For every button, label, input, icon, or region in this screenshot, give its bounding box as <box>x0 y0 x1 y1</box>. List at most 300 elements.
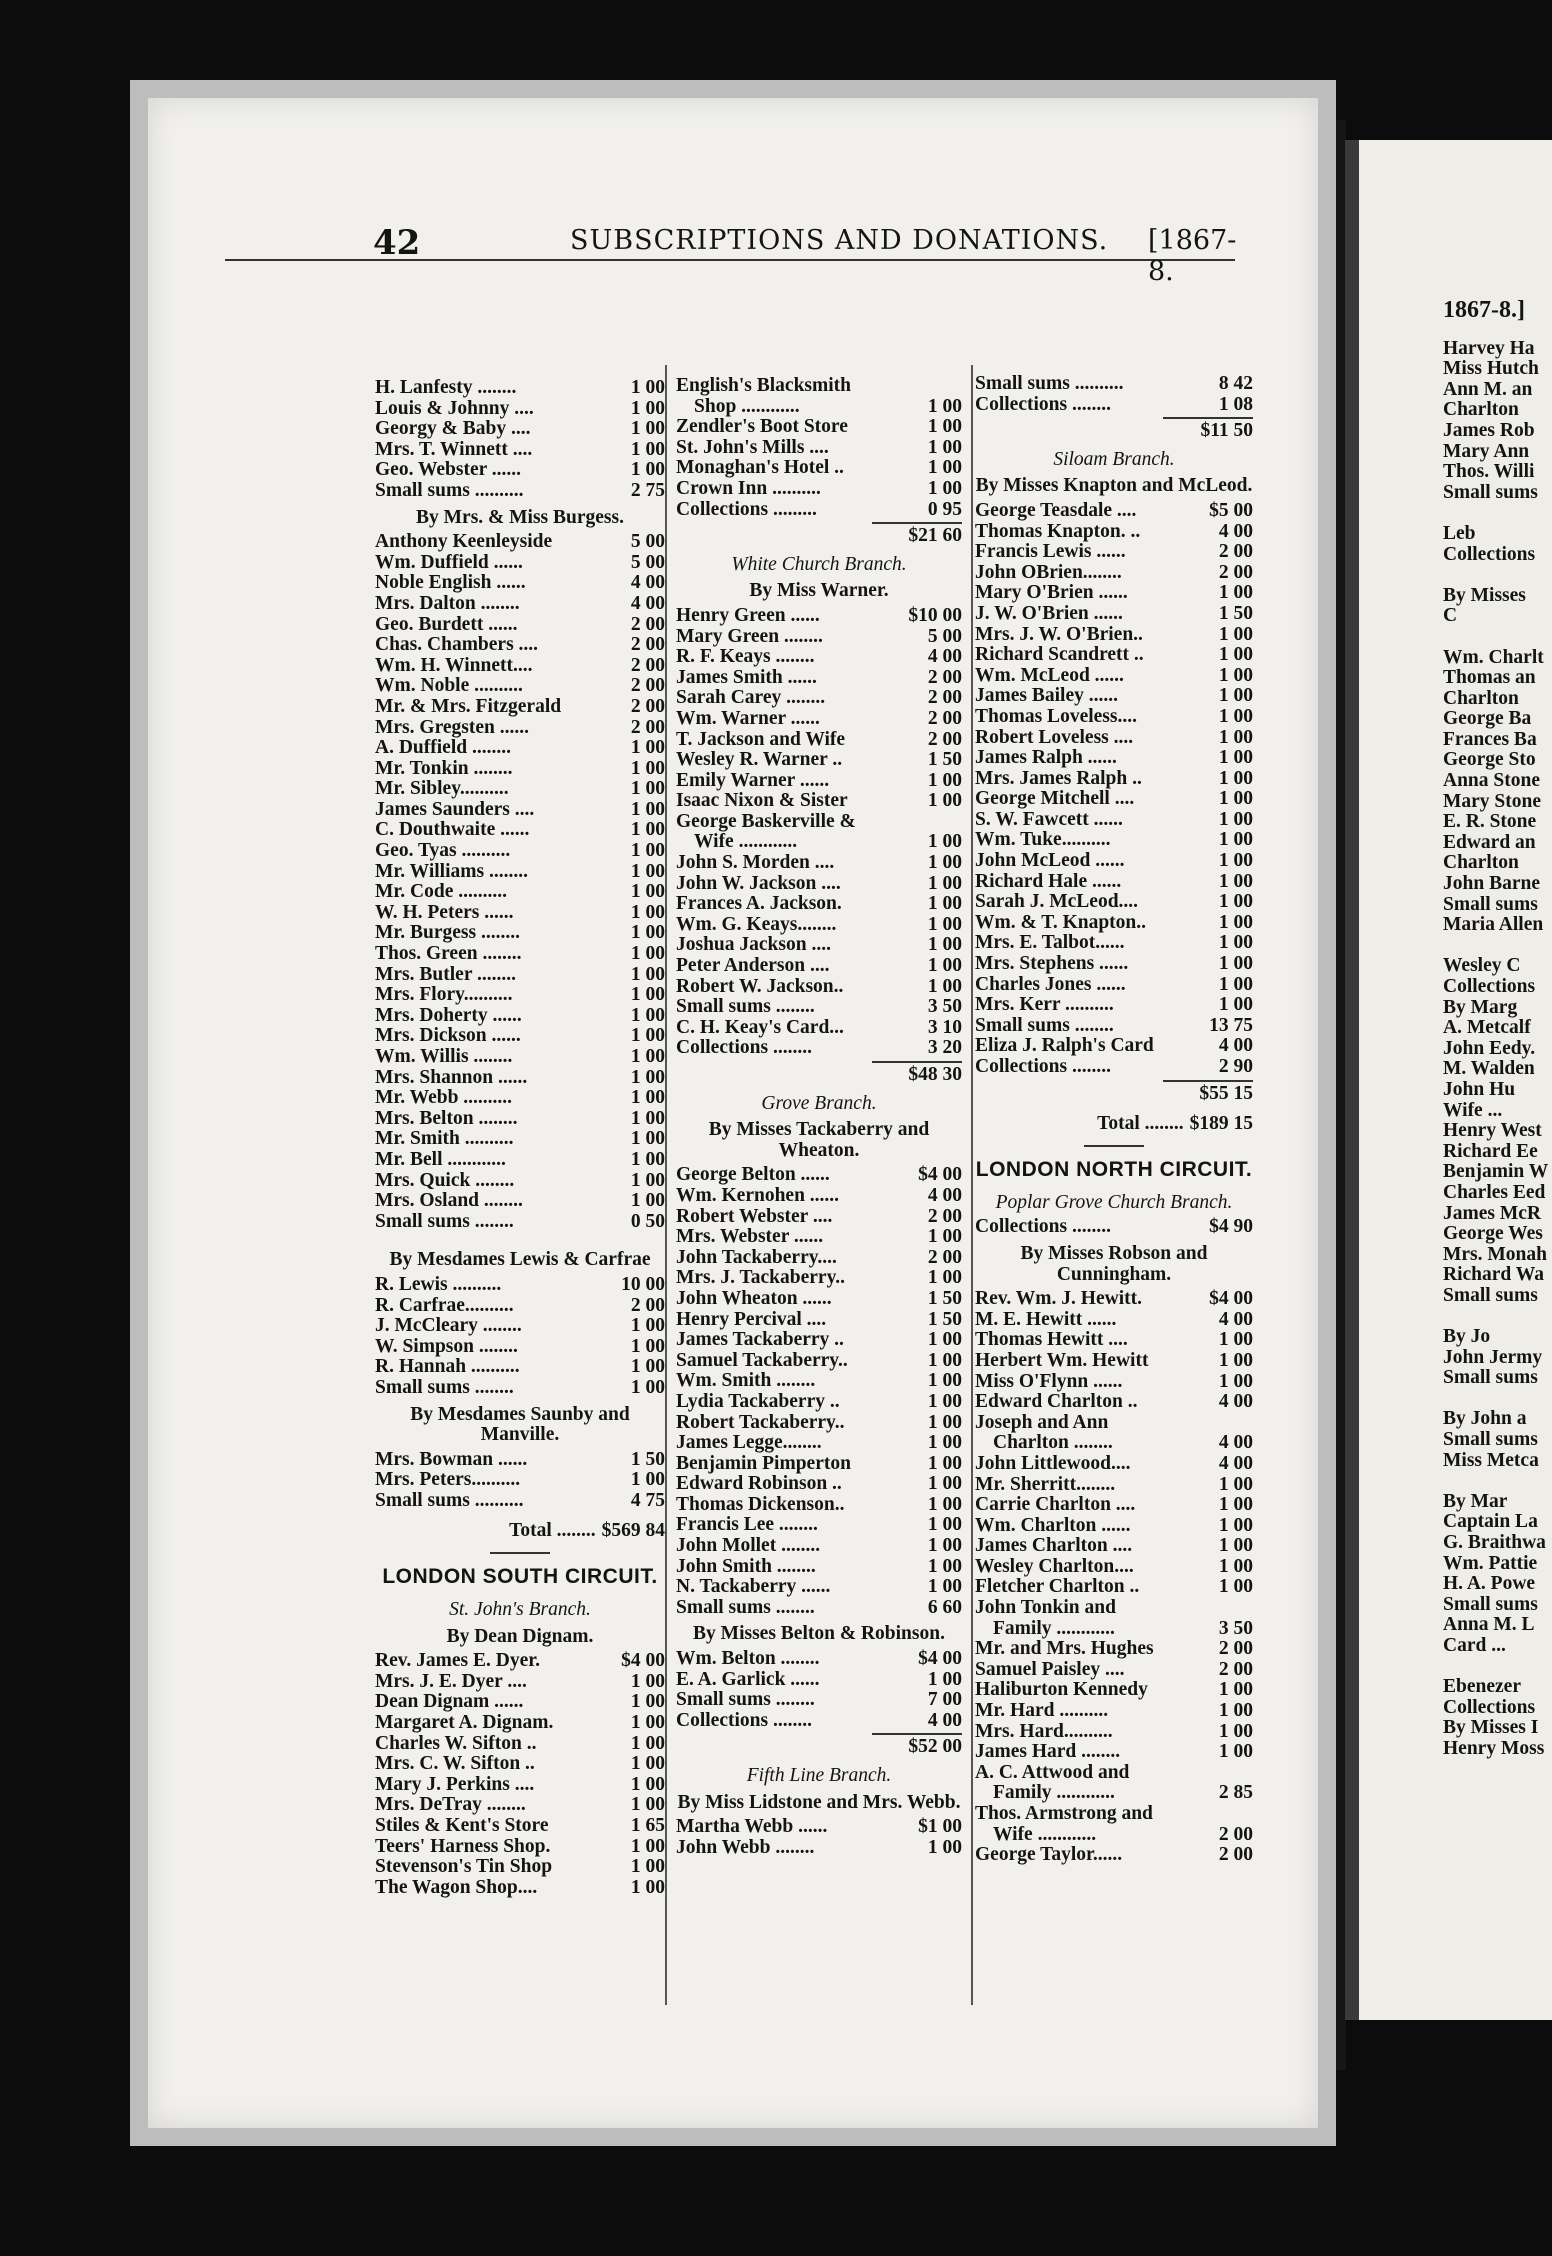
column-2 <box>676 376 962 1858</box>
entry-name: Dean Dignam ...... <box>375 1692 524 1713</box>
entry-name: George Taylor...... <box>975 1845 1123 1866</box>
entry-row <box>676 1165 962 1186</box>
entry-row <box>676 853 962 874</box>
entry-row <box>975 501 1253 522</box>
entry-amount: 1 00 <box>1218 1555 1253 1577</box>
entry-row <box>375 481 665 502</box>
entry-row <box>975 1289 1253 1310</box>
entry-name: Charles Jones ...... <box>975 974 1126 995</box>
entry-name: Wm. McLeod ...... <box>975 665 1124 686</box>
entry-amount: 10 00 <box>621 1273 665 1295</box>
entry-name: A. Duffield ........ <box>375 738 511 759</box>
entry-name: Wm. Charlton ...... <box>975 1515 1131 1536</box>
entry-name: Collections ........ <box>676 1710 812 1731</box>
entry-amount: 1 00 <box>1218 1700 1253 1722</box>
entry-amount: 1 00 <box>630 1469 665 1491</box>
entry-name: Margaret A. Dignam. <box>375 1713 554 1734</box>
entry-name: Small sums ........ <box>375 1377 514 1398</box>
entry-amount: 1 00 <box>1218 1741 1253 1763</box>
entry-row <box>375 1316 665 1337</box>
entry-row <box>375 378 665 399</box>
entry-row <box>676 791 962 812</box>
entry-row <box>676 1038 962 1059</box>
entry-name: Geo. Webster ...... <box>375 460 522 481</box>
entry-amount: 2 00 <box>630 634 665 656</box>
entry-row <box>975 810 1253 831</box>
entry-amount: 1 00 <box>927 1493 962 1515</box>
entry-name: Thomas Knapton. .. <box>975 521 1141 542</box>
entry-row <box>676 1392 962 1413</box>
entry-row <box>676 1711 962 1732</box>
adjacent-line: E. R. Stone <box>1443 811 1537 833</box>
entry-name: Mr. & Mrs. Fitzgerald <box>375 696 562 717</box>
subtotal: $48 30 <box>872 1061 962 1086</box>
entry-row <box>676 1310 962 1331</box>
entry-amount: 4 00 <box>927 1184 962 1206</box>
adjacent-line: Benjamin W <box>1443 1161 1549 1183</box>
section-heading: By Misses Robson and Cunningham. <box>1020 1242 1208 1285</box>
adjacent-page-year: 1867-8.] <box>1443 297 1525 323</box>
adjacent-line: Ann M. an <box>1443 378 1533 400</box>
entry-name: Mr. Webb .......... <box>375 1088 513 1109</box>
entry-name: Sarah J. McLeod.... <box>975 892 1139 913</box>
entry-row <box>375 676 665 697</box>
entry-name: Mary Green ........ <box>676 626 823 647</box>
entry-name: H. Lanfesty ........ <box>375 378 517 398</box>
entry-amount: 2 00 <box>630 654 665 676</box>
adjacent-line <box>1443 1657 1552 1678</box>
entry-row <box>975 872 1253 893</box>
adjacent-line: Ebenezer <box>1443 1676 1521 1698</box>
entry-amount: 1 00 <box>630 901 665 923</box>
entry-amount: 1 00 <box>630 737 665 759</box>
entry-amount: 2 00 <box>1218 1823 1253 1845</box>
entry-name: Wm. Kernohen ...... <box>676 1185 840 1206</box>
adjacent-line: Harvey Ha <box>1443 337 1535 359</box>
entry-amount: $4 00 <box>918 1164 962 1186</box>
entry-row <box>375 1672 665 1693</box>
entry-name: Family ............ <box>993 1618 1115 1639</box>
entry-row <box>375 1337 665 1358</box>
entry-amount <box>1177 1804 1253 1825</box>
entry-row <box>676 1557 962 1578</box>
entry-row <box>375 965 665 986</box>
adjacent-line: M. Walden <box>1443 1058 1535 1080</box>
entry-amount: 1 00 <box>927 852 962 874</box>
entry-amount: 4 00 <box>630 592 665 614</box>
entry-name: Joseph and Ann <box>975 1412 1109 1433</box>
column-divider <box>971 365 973 2005</box>
entry-name: Collections ........ <box>975 1057 1111 1077</box>
entry-row <box>375 1191 665 1212</box>
entry-name: James Hard ........ <box>975 1742 1121 1763</box>
adjacent-line: C <box>1443 605 1458 627</box>
entry-amount: 1 00 <box>1218 767 1253 789</box>
entry-amount: 1 00 <box>927 955 962 977</box>
entry-amount: 1 00 <box>630 1148 665 1170</box>
entry-name: John Tonkin and <box>975 1598 1116 1619</box>
entry-amount: 1 00 <box>630 1169 665 1191</box>
entry-row <box>975 975 1253 996</box>
entry-amount: 1 00 <box>1218 705 1253 727</box>
entry-amount: 1 00 <box>630 1835 665 1857</box>
entry-amount: 1 50 <box>927 1308 962 1330</box>
entry-name: C. H. Keay's Card... <box>676 1017 844 1038</box>
entry-amount: $4 00 <box>1209 1288 1253 1310</box>
entry-name: Monaghan's Hotel .. <box>676 458 844 479</box>
entry-amount: 1 00 <box>1218 664 1253 686</box>
entry-row <box>676 1248 962 1269</box>
entry-name: Charlton ........ <box>993 1433 1113 1454</box>
entry-row <box>676 1454 962 1475</box>
subtotal: $11 50 <box>1163 417 1253 442</box>
entry-name: John W. Jackson .... <box>676 873 841 894</box>
entry-name: Edward Charlton .. <box>975 1392 1138 1413</box>
entry-amount: 1 00 <box>1218 623 1253 645</box>
entry-amount: 1 00 <box>927 1576 962 1598</box>
entry-row <box>975 625 1253 646</box>
adjacent-line: John Barne <box>1443 873 1540 895</box>
adjacent-line: Small sums <box>1443 1284 1538 1306</box>
adjacent-line: Richard Ee <box>1443 1140 1538 1162</box>
entry-amount: 0 50 <box>630 1210 665 1232</box>
entry-name: Mr. Tonkin ........ <box>375 758 513 779</box>
entry-name: Mrs. Kerr .......... <box>975 995 1114 1016</box>
entry-amount: 1 00 <box>927 1452 962 1474</box>
entry-name: James Smith ...... <box>676 667 817 688</box>
entry-amount: 1 00 <box>927 1267 962 1289</box>
entry-row <box>676 1186 962 1207</box>
entry-name: Wife ............ <box>694 832 798 853</box>
entry-row <box>676 479 962 500</box>
entry-amount: 1 00 <box>1218 1473 1253 1495</box>
entry-list <box>676 1817 962 1858</box>
entry-row <box>975 1845 1253 1866</box>
entry-row <box>975 1516 1253 1537</box>
total-value: $189 15 <box>1189 1113 1253 1135</box>
entry-amount: 1 00 <box>630 1712 665 1734</box>
entry-name: Small sums ........ <box>676 1690 815 1711</box>
entry-amount: 1 00 <box>927 1329 962 1351</box>
entry-amount: 1 50 <box>1218 602 1253 624</box>
entry-name: Wm. H. Winnett.... <box>375 655 533 676</box>
entry-name: Wm. Duffield ...... <box>375 552 523 573</box>
adjacent-line: By Marg <box>1443 996 1518 1018</box>
adjacent-line <box>1443 565 1552 586</box>
entry-amount: 4 00 <box>1218 1452 1253 1474</box>
entry-name: Mrs. Dalton ........ <box>375 593 520 614</box>
entry-row <box>975 1330 1253 1351</box>
entry-amount: 1 00 <box>927 831 962 853</box>
entry-amount: 1 00 <box>630 819 665 841</box>
entry-name: Small sums .......... <box>975 374 1124 394</box>
entry-row <box>676 1838 962 1859</box>
entry-row <box>375 1296 665 1317</box>
entry-row <box>676 438 962 459</box>
entry-name: Mrs. Quick ........ <box>375 1170 515 1191</box>
section-heading: By Misses Tackaberry and Wheaton. <box>708 1119 930 1161</box>
entry-row <box>375 779 665 800</box>
entry-row <box>676 956 962 977</box>
entry-amount: 1 00 <box>630 1190 665 1212</box>
entry-row <box>375 1713 665 1734</box>
entry-name: Wm. Belton ........ <box>676 1649 820 1670</box>
entry-row <box>975 1804 1253 1825</box>
entry-row <box>375 635 665 656</box>
entry-list <box>375 1651 665 1898</box>
entry-name: Wesley R. Warner .. <box>676 750 843 771</box>
section-heading: By Misses Belton & Robinson. <box>693 1623 945 1645</box>
entry-amount: 1 00 <box>1218 829 1253 851</box>
entry-name: Mrs. T. Winnett .... <box>375 439 533 460</box>
adjacent-line <box>1443 503 1552 524</box>
entry-amount: 1 00 <box>630 1335 665 1357</box>
entry-amount <box>1177 1413 1253 1434</box>
entry-name: John McLeod ...... <box>975 851 1125 872</box>
entry-row <box>676 1577 962 1598</box>
adjacent-line: Frances Ba <box>1443 728 1537 750</box>
entry-amount: 1 00 <box>1218 1679 1253 1701</box>
adjacent-line: Miss Metca <box>1443 1449 1539 1471</box>
entry-row <box>975 374 1253 395</box>
entry-name: Wm. & T. Knapton.. <box>975 912 1147 933</box>
entry-name: Richard Hale ...... <box>975 871 1122 892</box>
adjacent-line: By Jo <box>1443 1326 1491 1348</box>
entry-list <box>676 376 962 520</box>
entry-row <box>375 1692 665 1713</box>
entry-amount: 1 00 <box>927 934 962 956</box>
entry-row <box>676 1670 962 1691</box>
entry-name: Henry Percival .... <box>676 1309 827 1330</box>
entry-row <box>375 738 665 759</box>
entry-row <box>375 1837 665 1858</box>
entry-row <box>676 1515 962 1536</box>
adjacent-line: Wesley C <box>1443 955 1521 977</box>
entry-row <box>375 903 665 924</box>
adjacent-line: Mrs. Monah <box>1443 1243 1547 1265</box>
entry-row <box>375 532 665 553</box>
entry-list <box>375 532 665 1232</box>
entry-name: Teers' Harness Shop. <box>375 1836 551 1857</box>
entry-name: George Baskerville & <box>676 811 856 832</box>
adjacent-line: Charlton <box>1443 852 1519 874</box>
entry-row <box>676 812 962 833</box>
branch-title: Siloam Branch. <box>1053 448 1175 470</box>
circuit-title: LONDON NORTH CIRCUIT. <box>975 1157 1253 1181</box>
adjacent-line: G. Braithwa <box>1443 1532 1546 1554</box>
entry-amount: 1 00 <box>1218 1576 1253 1598</box>
adjacent-line: George Ba <box>1443 708 1532 730</box>
entry-name: E. A. Garlick ...... <box>676 1669 820 1690</box>
entry-name: Wm. G. Keays........ <box>676 914 837 935</box>
adjacent-line: By Misses I <box>1443 1717 1539 1739</box>
entry-amount: 1 00 <box>630 1107 665 1129</box>
adjacent-line: Thos. Willi <box>1443 461 1535 483</box>
adjacent-line: Card ... <box>1443 1635 1506 1656</box>
entry-row <box>676 397 962 418</box>
total-label: Total ........ <box>1097 1113 1184 1135</box>
entry-row <box>676 894 962 915</box>
entry-amount: 1 00 <box>1218 932 1253 954</box>
entry-row <box>676 376 962 397</box>
entry-row <box>375 399 665 420</box>
entry-amount: 1 00 <box>1218 582 1253 604</box>
entry-row <box>975 1680 1253 1701</box>
entry-amount: 1 00 <box>1218 850 1253 872</box>
entry-row <box>375 1775 665 1796</box>
entry-name: Wm. Tuke.......... <box>975 830 1111 851</box>
entry-name: The Wagon Shop.... <box>375 1877 538 1898</box>
entry-name: R. Carfrae.......... <box>375 1295 514 1316</box>
entry-amount: 2 00 <box>927 1205 962 1227</box>
entry-name: Crown Inn .......... <box>676 478 821 499</box>
entry-row <box>375 1754 665 1775</box>
adjacent-line: H. A. Powe <box>1443 1573 1536 1595</box>
entry-amount: 1 00 <box>1218 1720 1253 1742</box>
entry-name: Wm. Smith ........ <box>676 1371 816 1392</box>
entry-row <box>375 1857 665 1878</box>
entry-row <box>975 1763 1253 1784</box>
entry-name: Mr. Sibley.......... <box>375 779 509 800</box>
entry-name: Haliburton Kennedy <box>975 1680 1148 1701</box>
entry-amount: 2 00 <box>927 707 962 729</box>
adjacent-line: Wm. Pattie <box>1443 1552 1538 1574</box>
entry-amount: 7 00 <box>927 1689 962 1711</box>
entry-row <box>676 1649 962 1670</box>
entry-row <box>676 1598 962 1619</box>
entry-name: Robert Loveless .... <box>975 727 1134 748</box>
entry-amount: 2 00 <box>1218 1638 1253 1660</box>
entry-amount: 1 00 <box>630 1315 665 1337</box>
entry-name: Zendler's Boot Store <box>676 417 848 438</box>
entry-row <box>676 935 962 956</box>
entry-name: Collections ........ <box>975 1217 1111 1238</box>
entry-row <box>676 1289 962 1310</box>
entry-amount: 0 95 <box>927 498 962 520</box>
entry-amount: 1 00 <box>927 1668 962 1690</box>
entry-amount: 1 00 <box>630 1876 665 1898</box>
entry-amount: 5 00 <box>927 625 962 647</box>
entry-name: Mrs. Hard.......... <box>975 1721 1113 1742</box>
entry-amount: 1 00 <box>630 778 665 800</box>
entry-amount: 2 00 <box>630 716 665 738</box>
adjacent-line: By Mar <box>1443 1490 1508 1512</box>
entry-row <box>676 1474 962 1495</box>
entry-amount <box>1177 1598 1253 1619</box>
entry-name: Mr. Williams ........ <box>375 861 528 882</box>
entry-name: Richard Scandrett .. <box>975 645 1144 666</box>
entry-name: Thomas Loveless.... <box>975 706 1137 727</box>
adjacent-line: John Jermy <box>1443 1346 1543 1368</box>
entry-row <box>975 522 1253 543</box>
entry-amount: 2 00 <box>927 666 962 688</box>
entry-amount: 2 00 <box>1218 541 1253 563</box>
entry-row <box>676 500 962 521</box>
total-value: $569 84 <box>601 1520 665 1542</box>
entry-amount: 1 08 <box>1218 393 1253 415</box>
entry-row <box>975 707 1253 728</box>
entry-row <box>975 1639 1253 1660</box>
entry-row <box>375 1378 665 1399</box>
entry-name: Emily Warner ...... <box>676 770 830 791</box>
entry-name: Mr. Bell ............ <box>375 1149 506 1170</box>
entry-name: John Smith ........ <box>676 1556 816 1577</box>
entry-amount: 2 00 <box>1218 561 1253 583</box>
entry-name: Charles W. Sifton .. <box>375 1733 537 1754</box>
adjacent-line: Small sums <box>1443 893 1538 915</box>
entry-row <box>975 933 1253 954</box>
entry-name: John Mollet ........ <box>676 1536 821 1557</box>
entry-row <box>975 1783 1253 1804</box>
entry-amount: 1 00 <box>927 769 962 791</box>
entry-row <box>975 1577 1253 1598</box>
entry-amount: 1 00 <box>630 397 665 419</box>
entry-row <box>676 771 962 792</box>
entry-amount: 2 85 <box>1218 1782 1253 1804</box>
entry-amount: 1 00 <box>1218 870 1253 892</box>
entry-row <box>375 656 665 677</box>
entry-row <box>375 1212 665 1233</box>
entry-amount: 1 00 <box>630 1691 665 1713</box>
entry-name: Robert Webster .... <box>676 1206 833 1227</box>
entry-row <box>375 1129 665 1150</box>
entry-amount: 2 00 <box>1218 1658 1253 1680</box>
entry-row <box>975 1598 1253 1619</box>
entry-row <box>676 627 962 648</box>
entry-name: Mr. Sherritt........ <box>975 1474 1116 1495</box>
entry-row <box>975 1742 1253 1763</box>
entry-amount: 1 00 <box>630 798 665 820</box>
entry-name: Family ............ <box>993 1783 1115 1804</box>
adjacent-line: Wife ... <box>1443 1099 1503 1121</box>
entry-name: Chas. Chambers .... <box>375 635 539 656</box>
entry-list <box>375 1275 665 1399</box>
entry-amount: $5 00 <box>1209 499 1253 521</box>
adjacent-line: By Misses <box>1443 584 1526 606</box>
entry-row <box>676 1268 962 1289</box>
entry-row <box>375 697 665 718</box>
entry-amount: 1 00 <box>927 477 962 499</box>
entry-amount: 2 00 <box>630 613 665 635</box>
adjacent-line: James McR <box>1443 1202 1542 1224</box>
entry-row <box>975 395 1253 416</box>
entry-name: Small sums .......... <box>375 1490 524 1511</box>
entry-row <box>975 1557 1253 1578</box>
entry-amount: $4 00 <box>621 1650 665 1672</box>
entry-row <box>975 769 1253 790</box>
entry-row <box>975 1057 1253 1078</box>
entry-row <box>375 882 665 903</box>
entry-row <box>676 1371 962 1392</box>
entry-name: Small sums ........ <box>676 997 815 1018</box>
adjacent-line: Charles Eed <box>1443 1181 1546 1203</box>
entry-name: R. Lewis .......... <box>375 1274 502 1295</box>
entry-amount: 1 00 <box>927 1535 962 1557</box>
entry-name: Small sums .......... <box>375 480 524 501</box>
entry-row <box>975 830 1253 851</box>
entry-row <box>375 460 665 481</box>
entry-row <box>375 759 665 780</box>
entry-list <box>676 606 962 1059</box>
entry-name: Mrs. Peters.......... <box>375 1470 521 1491</box>
entry-amount: 4 00 <box>927 646 962 668</box>
entry-amount: 1 00 <box>630 757 665 779</box>
entry-name: Mrs. Bowman ...... <box>375 1449 528 1470</box>
entry-amount: $10 00 <box>908 604 962 626</box>
entry-amount: 1 00 <box>1218 788 1253 810</box>
adjacent-line: George Sto <box>1443 749 1536 771</box>
page-number: 42 <box>373 223 421 263</box>
